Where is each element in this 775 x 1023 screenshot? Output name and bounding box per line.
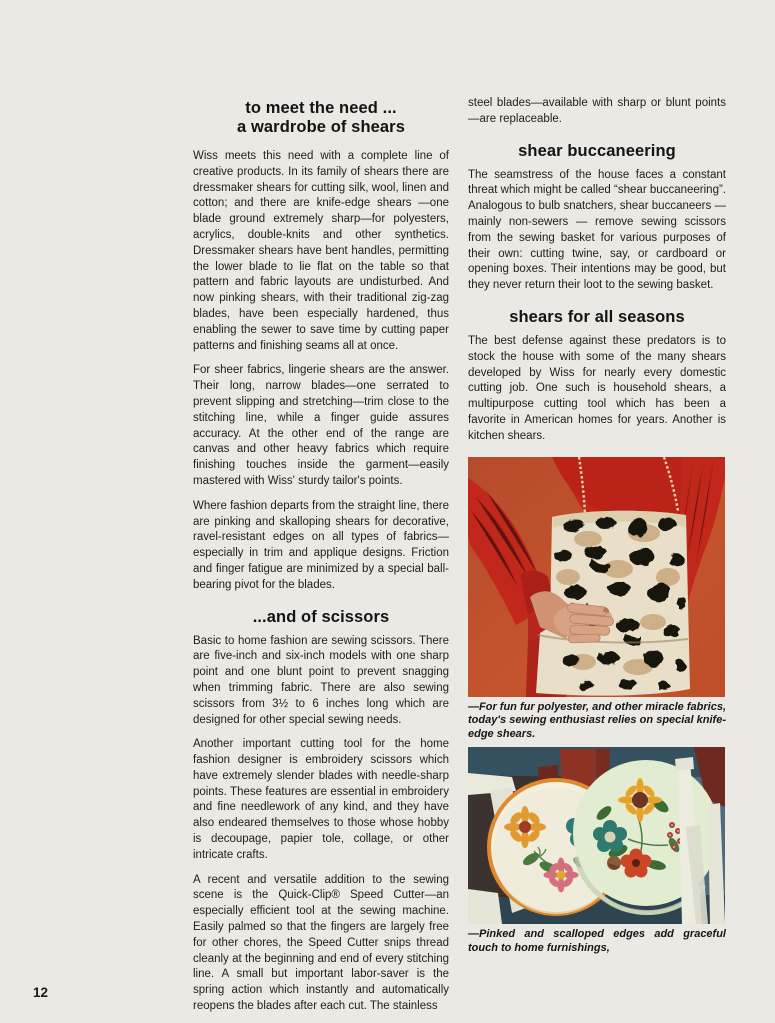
- photo2-caption: —Pinked and scalloped edges add graceful touch to home furnishings,: [468, 928, 726, 954]
- paragraph: Where fashion departs from the straight line, there are pinking and skalloping shears for decorative, ravel-resistant edges on all types of fabrics—especially in trim and applique designs. Friction and finger fatigue are minimized by a special ball-bearing pivot for the blades.: [193, 499, 449, 591]
- paragraph: Wiss meets this need with a complete line of creative products. In its family of shears there are dressmaker shears for cutting silk, wool, linen and cotton; and there are knife-edge shears —one blade ground extremely sharp—for polyesters, acrylics, double-knits and other synthetics. Dressmaker shears have bent handles, permitting the lower blade to lie flat on the table so that pattern and fabric layouts are undisturbed. And now pinking shears, with their traditional zig-zag blades, have been especially hardened, thus enabling the sewer to save time by cutting paper patterns and finishing seams all at once.: [193, 150, 449, 352]
- photo-fun-fur-bag: [468, 457, 725, 697]
- paragraph: The best defense against these predators is to stock the house with some of the many shears developed by Wiss for nearly every domestic cutting job. One such is household shears, a multipurpose cutting tool which has been a favorite in American homes for years. Another is kitchen shears.: [468, 334, 726, 442]
- paragraph-continuation: steel blades—available with sharp or blunt points —are replaceable.: [468, 97, 726, 125]
- article-heading-line1: to meet the need ...: [245, 99, 397, 117]
- paragraph: The seamstress of the house faces a constant threat which might be called “shear buccaneering”. Analogous to bulb snatchers, shear buccaneers — mainly non-sewers — remove sewing scissors from the sewing basket for various purposes of their own: cutting twine, say, or cardboard or opening boxes. Their intentions may be good, but they never return their loot to the sewing basket.: [468, 168, 726, 292]
- section-heading-seasons: shears for all seasons: [509, 307, 685, 326]
- paragraph: Another important cutting tool for the home fashion designer is embroidery scissors which have extremely slender blades with needle-sharp points. These features are essential in embroidery and fine needlework of any kind, and they have also endeared themselves to those whose hobby is decoupage, papier tole, collage, or other intricate crafts.: [193, 738, 449, 861]
- paragraph: A recent and versatile addition to the sewing scene is the Quick-Clip® Speed Cutter—an especially efficient tool at the sewing machine. Easily palmed so that the fingers are largely free for other chores, the Speed Cutter snips thread cleanly at the beginning and end of every stitching line. A small but important labor-saver is the spring action which instantly and automatically reopens the blades after each cut. The stainless: [193, 873, 449, 1013]
- paragraph: For sheer fabrics, lingerie shears are the answer. Their long, narrow blades—one serrated to prevent slipping and stretching—trim close to the stitching line, while a finger guide assures accuracy. At the other end of the range are canvas and other heavy fabrics which require finishing touches inside the garment—easily mastered with Wiss' sturdy tailor's points.: [193, 364, 449, 487]
- section-heading-buccaneering: shear buccaneering: [518, 141, 676, 160]
- article-heading: [193, 99, 449, 137]
- right-column: [468, 96, 726, 955]
- section-heading-scissors: ...and of scissors: [252, 607, 390, 626]
- page-number: 12: [33, 985, 49, 1000]
- photo-pillows: [468, 747, 725, 924]
- paragraph: Basic to home fashion are sewing scissors. There are five-inch and six-inch models with one sharp point and one blunt point to prevent snagging when trimming fabric. There are also sewing scissors from 3½ to 6 inches long which are designed for other special sewing needs.: [193, 634, 449, 726]
- article-heading-line2: a wardrobe of shears: [237, 118, 405, 136]
- photo1-caption: —For fun fur polyester, and other miracle fabrics, today's sewing enthusiast relies on special knife-edge shears.: [468, 700, 726, 740]
- left-column: [193, 99, 449, 1023]
- flower-bud: [607, 856, 621, 870]
